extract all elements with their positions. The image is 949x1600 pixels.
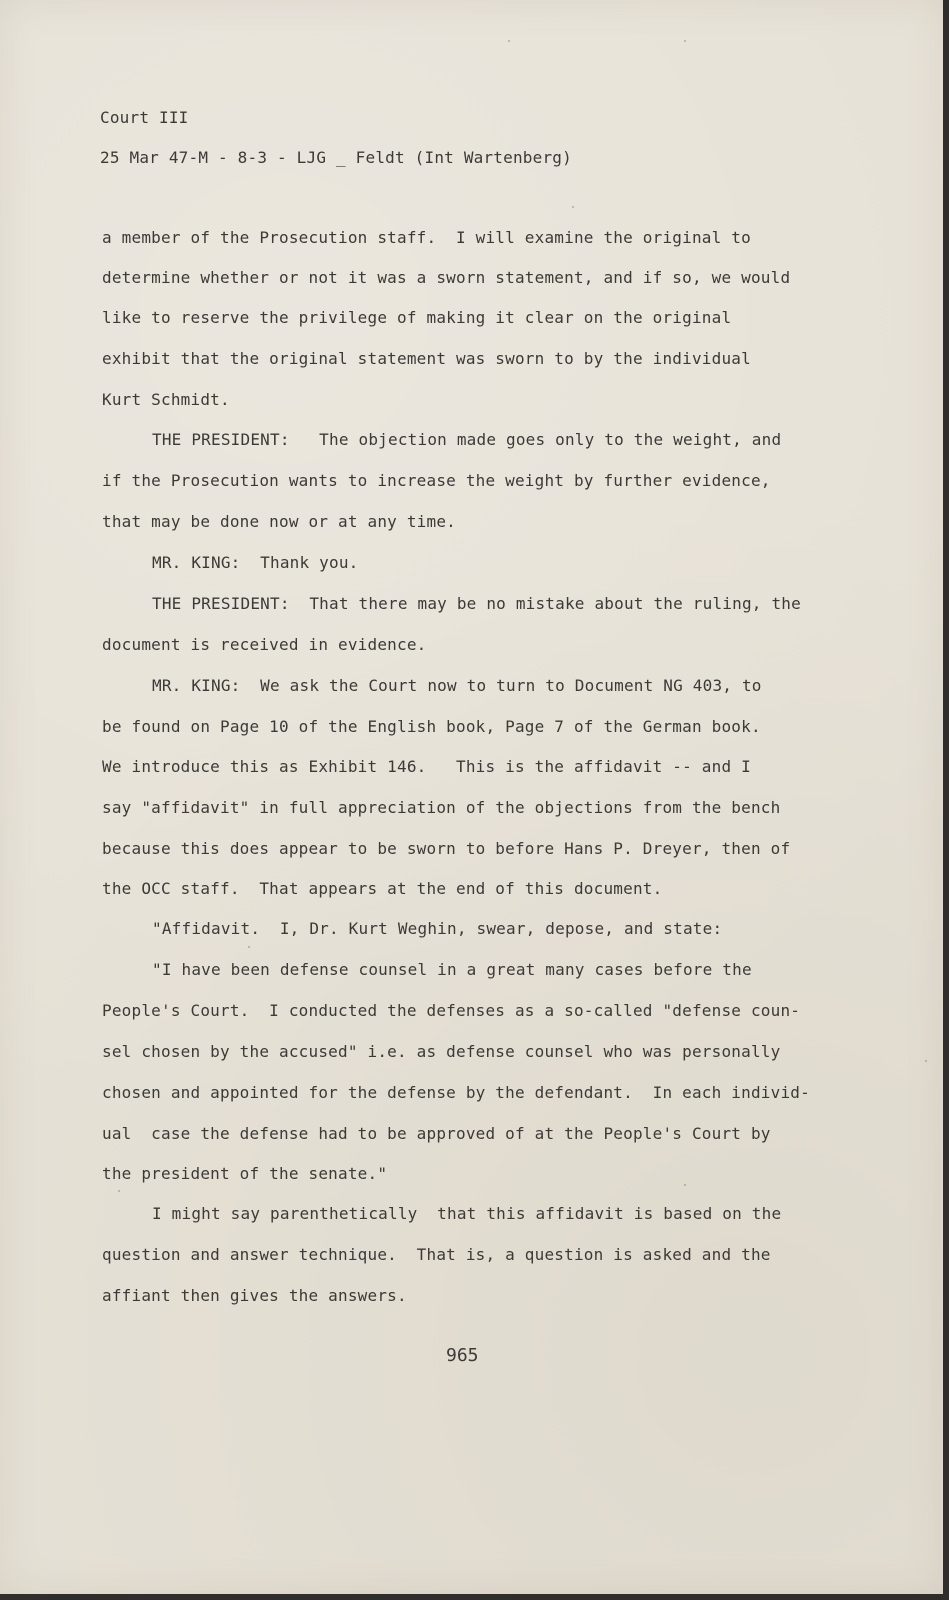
page-number: 965 [446,1345,479,1366]
body-line: I might say parenthetically that this affidavit is based on the [152,1204,782,1223]
session-header: 25 Mar 47-M - 8-3 - LJG _ Feldt (Int Wartenberg) [100,148,572,167]
body-line: determine whether or not it was a sworn statement, and if so, we would [102,268,791,287]
body-line: "Affidavit. I, Dr. Kurt Weghin, swear, depose, and state: [152,919,723,938]
body-line: if the Prosecution wants to increase the weight by further evidence, [102,471,771,490]
body-line: say "affidavit" in full appreciation of the objections from the bench [102,798,781,817]
paper-speck [508,40,510,42]
paper-speck [684,1184,686,1186]
court-header: Court III [100,108,189,127]
body-line: "I have been defense counsel in a great many cases before the [152,960,752,979]
body-line: the OCC staff. That appears at the end of this document. [102,879,663,898]
body-line: MR. KING: We ask the Court now to turn to Document NG 403, to [152,676,762,695]
body-line: chosen and appointed for the defense by the defendant. In each individ- [102,1083,810,1102]
body-line: document is received in evidence. [102,635,427,654]
body-line: a member of the Prosecution staff. I will examine the original to [102,228,751,247]
body-line: because this does appear to be sworn to before Hans P. Dreyer, then of [102,839,791,858]
body-line: sel chosen by the accused" i.e. as defense counsel who was personally [102,1042,781,1061]
body-line: THE PRESIDENT: That there may be no mistake about the ruling, the [152,594,801,613]
body-line: the president of the senate." [102,1164,388,1183]
paper-speck [118,1190,120,1192]
body-line: People's Court. I conducted the defenses as a so-called "defense coun- [102,1001,801,1020]
paper-speck [925,1060,927,1062]
body-line: We introduce this as Exhibit 146. This is the affidavit -- and I [102,757,751,776]
paper-speck [248,946,250,948]
body-line: MR. KING: Thank you. [152,553,359,572]
body-line: that may be done now or at any time. [102,512,456,531]
body-line: question and answer technique. That is, a question is asked and the [102,1245,771,1264]
body-line: THE PRESIDENT: The objection made goes only to the weight, and [152,430,782,449]
body-line: affiant then gives the answers. [102,1286,407,1305]
body-line: be found on Page 10 of the English book, Page 7 of the German book. [102,717,761,736]
paper-speck [684,40,686,42]
body-line: Kurt Schmidt. [102,390,230,409]
body-line: exhibit that the original statement was sworn to by the individual [102,349,751,368]
body-line: ual case the defense had to be approved of at the People's Court by [102,1124,771,1143]
paper-speck [572,206,574,208]
body-line: like to reserve the privilege of making it clear on the original [102,308,732,327]
